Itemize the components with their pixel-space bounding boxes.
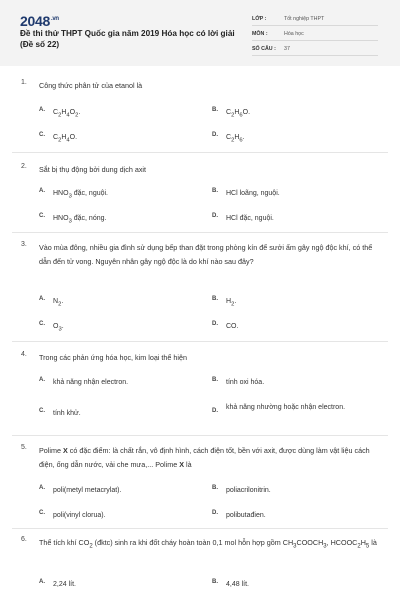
site-logo[interactable] (20, 13, 59, 29)
option-text: $O_3$. (53, 323, 64, 333)
question-number: 2. (21, 163, 27, 170)
option-text: 4,48 lít. (226, 581, 249, 588)
question-text: Sắt bị thụ động bởi dung dịch axit (39, 165, 147, 174)
option-letter: D. (212, 408, 218, 414)
option-letter: A. (39, 296, 45, 302)
option-text: $H_2$. (226, 298, 237, 308)
option-letter: D. (212, 213, 218, 219)
question-number: 3. (21, 241, 27, 248)
meta-key: LỚP : (252, 16, 267, 22)
option-letter: D. (212, 321, 218, 327)
option-letter: C. (39, 510, 45, 516)
option-letter: B. (212, 188, 218, 194)
meta-subject (252, 27, 378, 41)
option-text: $C_2H_6O$. (226, 109, 251, 119)
divider (12, 341, 388, 342)
option-text: khả năng nhường hoặc nhận electron. (226, 404, 346, 411)
option-text: tính oxi hóa. (226, 379, 265, 386)
logo-suffix: .vn (50, 16, 59, 23)
option-text: tính khử. (53, 410, 81, 417)
option-letter: B. (212, 485, 218, 491)
option-letter: D. (212, 132, 218, 138)
option-text: $HNO_3$ đặc, nguội. (53, 190, 109, 200)
meta-value: Hóa học (284, 31, 304, 37)
option-text: poli(metyl metacrylat). (53, 487, 122, 494)
option-text: polibutađien. (226, 512, 266, 519)
option-letter: C. (39, 213, 45, 219)
divider (12, 232, 388, 233)
option-letter: A. (39, 485, 45, 491)
option-text: $C_2H_6$. (226, 134, 245, 144)
question-number: 1. (21, 79, 27, 86)
meta-question-count (252, 42, 378, 56)
option-letter: D. (212, 510, 218, 516)
option-letter: C. (39, 132, 45, 138)
option-text: $N_2$. (53, 298, 64, 308)
question-text: Vào mùa đông, nhiều gia đình sử dụng bếp than đặt trong phòng kín để sưởi ấm gây ngộ độc khí, có thể dẫn đến tử vong. Nguyên nhân gây ngộ độc là do khí nào sau đây? (39, 243, 373, 266)
document-title: Đề thi thử THPT Quốc gia năm 2019 Hóa học có lời giải (Đề số 22) (20, 29, 235, 49)
option-text: $C_2H_4O$. (53, 134, 78, 144)
question-text: Công thức phân tử của etanol là (39, 81, 143, 90)
question-text: Trong các phản ứng hóa học, kim loại thể hiện (39, 353, 187, 362)
option-letter: B. (212, 107, 218, 113)
question-number: 5. (21, 444, 27, 451)
option-text: poliacrilonitrin. (226, 487, 271, 494)
divider (12, 528, 388, 529)
option-letter: B. (212, 296, 218, 302)
option-letter: A. (39, 377, 45, 383)
option-letter: A. (39, 107, 45, 113)
option-letter: C. (39, 408, 45, 414)
logo-text: 2048 (20, 13, 50, 29)
option-letter: A. (39, 579, 45, 585)
option-text: poli(vinyl clorua). (53, 512, 106, 519)
option-text: $C_2H_4O_2$. (53, 109, 81, 119)
option-text: CO. (226, 323, 239, 330)
option-letter: A. (39, 188, 45, 194)
option-text: 2,24 lít. (53, 581, 76, 588)
option-letter: B. (212, 377, 218, 383)
option-text: $HNO_3$ đặc, nóng. (53, 215, 107, 225)
meta-value: 37 (284, 46, 290, 52)
option-text: khả năng nhận electron. (53, 379, 129, 386)
meta-key: MÔN : (252, 31, 268, 37)
meta-grade (252, 12, 378, 26)
question-number: 4. (21, 351, 27, 358)
option-letter: C. (39, 321, 45, 327)
page-header (0, 0, 400, 66)
option-letter: B. (212, 579, 218, 585)
meta-key: SỐ CÂU : (252, 46, 276, 52)
option-text: HCl loãng, nguội. (226, 190, 280, 197)
divider (12, 435, 388, 436)
divider (12, 152, 388, 153)
meta-value: Tốt nghiệp THPT (284, 16, 325, 22)
question-text: Thể tích khí $CO_2$ (đktc) sinh ra khi đốt cháy hoàn toàn 0,1 mol hỗn hợp gồm $CH_3COOCH_3$, $HCOOC_2H_5$ là (39, 538, 377, 550)
option-text: HCl đặc, nguội. (226, 215, 274, 222)
question-number: 6. (21, 536, 27, 543)
question-text: Polime X có đặc điểm: là chất rắn, vô định hình, cách điện tốt, bền với axit, được dùng làm vật liệu cách điện, ống dẫn nước, vải che mưa,... Polime X là (39, 446, 370, 469)
